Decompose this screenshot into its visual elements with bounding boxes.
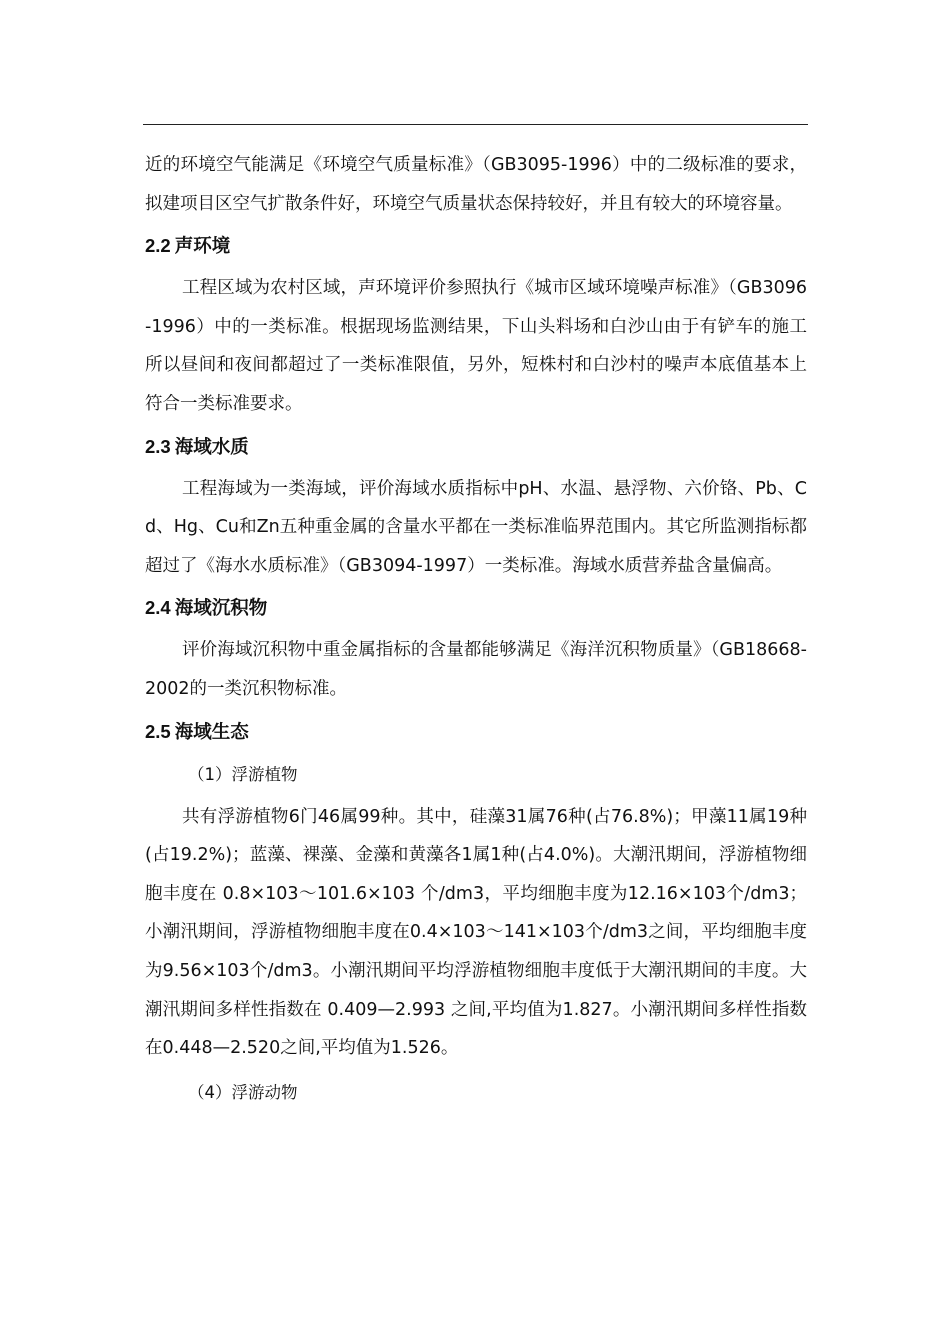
heading-2-5 — [145, 712, 807, 752]
subheading-phytoplankton: （1）浮游植物 — [188, 764, 298, 784]
document-body — [145, 146, 807, 1113]
heading-number: 2.5 — [145, 720, 171, 742]
paragraph-noise: 工程区域为农村区域，声环境评价参照执行《城市区域环境噪声标准》（GB3096-1996）中的一类标准。根据现场监测结果，下山头料场和白沙山由于有铲车的施工所以昼间和夜间都超过了一类标准限值，另外，短株村和白沙村的噪声本底值基本上符合一类标准要求。 — [145, 278, 807, 414]
heading-number: 2.3 — [145, 435, 171, 457]
paragraph-air-quality: 近的环境空气能满足《环境空气质量标准》（GB3095-1996）中的二级标准的要求，拟建项目区空气扩散条件好，环境空气质量状态保持较好，并且有较大的环境容量。 — [145, 155, 807, 214]
heading-2-3 — [145, 427, 807, 467]
heading-text: 声环境 — [174, 236, 231, 258]
paragraph-water-quality: 工程海域为一类海域，评价海域水质指标中pH、水温、悬浮物、六价铬、Pb、Cd、Hg、Cu和Zn五种重金属的含量水平都在一类标准临界范围内。其它所监测指标都超过了《海水水质标准》（GB3094-1997）一类标准。海域水质营养盐含量偏高。 — [145, 478, 807, 576]
heading-text: 海域生态 — [174, 721, 249, 743]
heading-number: 2.4 — [145, 597, 171, 619]
heading-text: 海域水质 — [174, 436, 249, 458]
subheading-zooplankton: （4）浮游动物 — [188, 1082, 298, 1102]
heading-2-2 — [145, 226, 807, 266]
paragraph-phytoplankton: 共有浮游植物6门46属99种。其中，硅藻31属76种(占76.8%)；甲藻11属19种(占19.2%)；蓝藻、裸藻、金藻和黄藻各1属1种(占4.0%)。大潮汛期间，浮游植物细胞丰度在 0.8×103～101.6×103 个/dm3，平均细胞丰度为12.16×103个/dm3；小潮汛期间，浮游植物细胞丰度在0.4×103～141×103个/dm3之间，平均细胞丰度为9.56×103个/dm3。小潮汛期间平均浮游植物细胞丰度低于大潮汛期间的丰度。大潮汛期间多样性指数在 0.409—2.993 之间,平均值为1.827。小潮汛期间多样性指数在0.448—2.520之间,平均值为1.526。 — [145, 806, 807, 1059]
heading-2-4 — [145, 588, 807, 628]
header-rule — [143, 124, 808, 125]
heading-number: 2.2 — [145, 235, 171, 257]
heading-text: 海域沉积物 — [174, 598, 268, 620]
paragraph-sediment: 评价海域沉积物中重金属指标的含量都能够满足《海洋沉积物质量》（GB18668-2002的一类沉积物标准。 — [145, 640, 807, 699]
